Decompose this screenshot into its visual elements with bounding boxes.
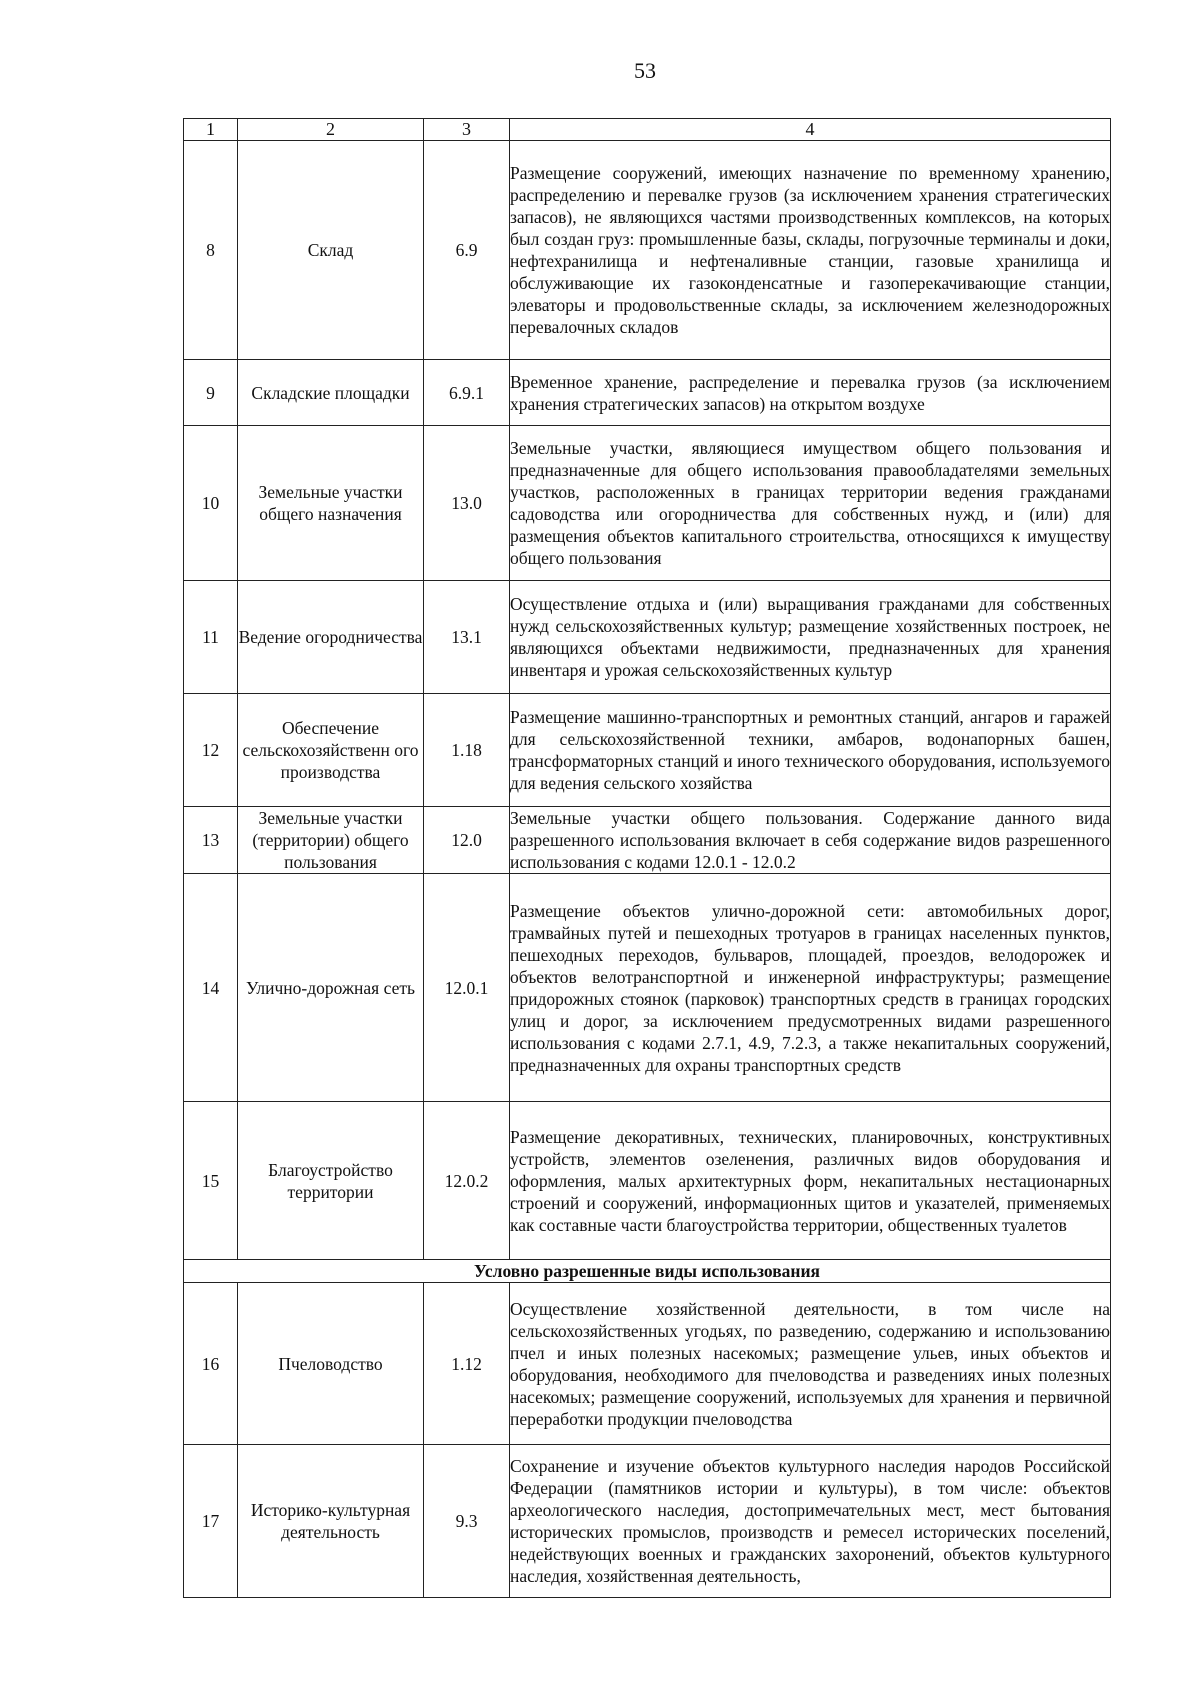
use-type-description: Осуществление хозяйственной деятельности, в том числе на сельскохозяйственных угодьях, по разведению, содержанию и использованию пчел и иных полезных насекомых; размещение ульев, иных объектов и оборудования, необходимого для пчеловодства и разведениях иных полезных насекомых; размещение сооружений, используемых для хранения и первичной переработки продукции пчеловодства [510, 1283, 1111, 1445]
table-row [184, 1445, 1111, 1598]
row-number: 10 [184, 426, 238, 581]
row-number: 17 [184, 1445, 238, 1598]
header-cell-4: 4 [510, 119, 1111, 141]
use-type-description: Осуществление отдыха и (или) выращивания гражданами для собственных нужд сельскохозяйственных культур; размещение хозяйственных построек, не являющихся объектами недвижимости, предназначенных для хранения инвентаря и урожая сельскохозяйственных культур [510, 581, 1111, 694]
row-number: 8 [184, 141, 238, 360]
use-type-code: 12.0.1 [424, 874, 510, 1102]
row-number: 15 [184, 1102, 238, 1260]
use-type-description: Размещение объектов улично-дорожной сети: автомобильных дорог, трамвайных путей и пешеходных тротуаров в границах населенных пунктов, пешеходных переходов, бульваров, площадей, проездов, велодорожек и объектов велотранспортной и инженерной инфраструктуры; размещение придорожных стоянок (парковок) транспортных средств в границах городских улиц и дорог, за исключением предусмотренных видами разрешенного использования с кодами 2.7.1, 4.9, 7.2.3, а также некапитальных сооружений, предназначенных для охраны транспортных средств [510, 874, 1111, 1102]
use-type-description: Размещение сооружений, имеющих назначение по временному хранению, распределению и перевалке грузов (за исключением хранения стратегических запасов), не являющихся частями производственных комплексов, на которых был создан груз: промышленные базы, склады, погрузочные терминалы и доки, нефтехранилища и нефтеналивные станции, газовые хранилища и обслуживающие их газоконденсатные и газоперекачивающие станции, элеваторы и продовольственные склады, за исключением железнодорожных перевалочных складов [510, 141, 1111, 360]
row-number: 14 [184, 874, 238, 1102]
table-row [184, 360, 1111, 426]
header-cell-3: 3 [424, 119, 510, 141]
land-use-table [183, 118, 1111, 1598]
use-type-description: Размещение машинно-транспортных и ремонтных станций, ангаров и гаражей для сельскохозяйственной техники, амбаров, водонапорных башен, трансформаторных станций и иного технического оборудования, используемого для ведения сельского хозяйства [510, 694, 1111, 807]
section-title: Условно разрешенные виды использования [184, 1260, 1111, 1283]
use-type-code: 6.9.1 [424, 360, 510, 426]
table-row [184, 1283, 1111, 1445]
table-row [184, 581, 1111, 694]
use-type-code: 1.18 [424, 694, 510, 807]
use-type-name: Историко-культурная деятельность [238, 1445, 424, 1598]
use-type-code: 13.1 [424, 581, 510, 694]
table-row [184, 1102, 1111, 1260]
use-type-description: Временное хранение, распределение и перевалка грузов (за исключением хранения стратегических запасов) на открытом воздухе [510, 360, 1111, 426]
use-type-name: Пчеловодство [238, 1283, 424, 1445]
use-type-name: Склад [238, 141, 424, 360]
use-type-code: 6.9 [424, 141, 510, 360]
row-number: 9 [184, 360, 238, 426]
use-type-code: 12.0.2 [424, 1102, 510, 1260]
use-type-name: Ведение огородничества [238, 581, 424, 694]
use-type-description: Сохранение и изучение объектов культурного наследия народов Российской Федерации (памятников истории и культуры), в том числе: объектов археологического наследия, достопримечательных мест, мест бытования исторических промыслов, производств и ремесел исторических поселений, недействующих военных и гражданских захоронений, объектов культурного наследия, хозяйственная деятельность, [510, 1445, 1111, 1598]
use-type-name: Земельные участки общего назначения [238, 426, 424, 581]
row-number: 11 [184, 581, 238, 694]
use-type-code: 13.0 [424, 426, 510, 581]
use-type-name: Складские площадки [238, 360, 424, 426]
row-number: 12 [184, 694, 238, 807]
section-row [184, 1260, 1111, 1283]
use-type-name: Земельные участки (территории) общего пользования [238, 807, 424, 874]
table-row [184, 807, 1111, 874]
use-type-description: Земельные участки, являющиеся имуществом общего пользования и предназначенные для общего использования правообладателями земельных участков, расположенных в границах территории ведения гражданами садоводства или огородничества для собственных нужд, и (или) для размещения объектов капитального строительства, относящихся к имуществу общего пользования [510, 426, 1111, 581]
table-row [184, 874, 1111, 1102]
use-type-name: Благоустройство территории [238, 1102, 424, 1260]
table-row [184, 426, 1111, 581]
use-type-name: Обеспечение сельскохозяйственн ого производства [238, 694, 424, 807]
use-type-description: Размещение декоративных, технических, планировочных, конструктивных устройств, элементов озеленения, различных видов оборудования и оформления, малых архитектурных форм, некапитальных нестационарных строений и сооружений, информационных щитов и указателей, применяемых как составные части благоустройства территории, общественных туалетов [510, 1102, 1111, 1260]
use-type-description: Земельные участки общего пользования. Содержание данного вида разрешенного использования включает в себя содержание видов разрешенного использования с кодами 12.0.1 - 12.0.2 [510, 808, 1110, 872]
use-type-code: 9.3 [424, 1445, 510, 1598]
row-number: 13 [184, 807, 238, 874]
use-type-code: 12.0 [424, 807, 510, 874]
use-type-name: Улично-дорожная сеть [238, 874, 424, 1102]
page-number: 53 [634, 58, 656, 83]
table-row [184, 141, 1111, 360]
row-number: 16 [184, 1283, 238, 1445]
header-cell-1: 1 [184, 119, 238, 141]
table-row [184, 694, 1111, 807]
header-cell-2: 2 [238, 119, 424, 141]
use-type-code: 1.12 [424, 1283, 510, 1445]
table-header-row [184, 119, 1111, 141]
